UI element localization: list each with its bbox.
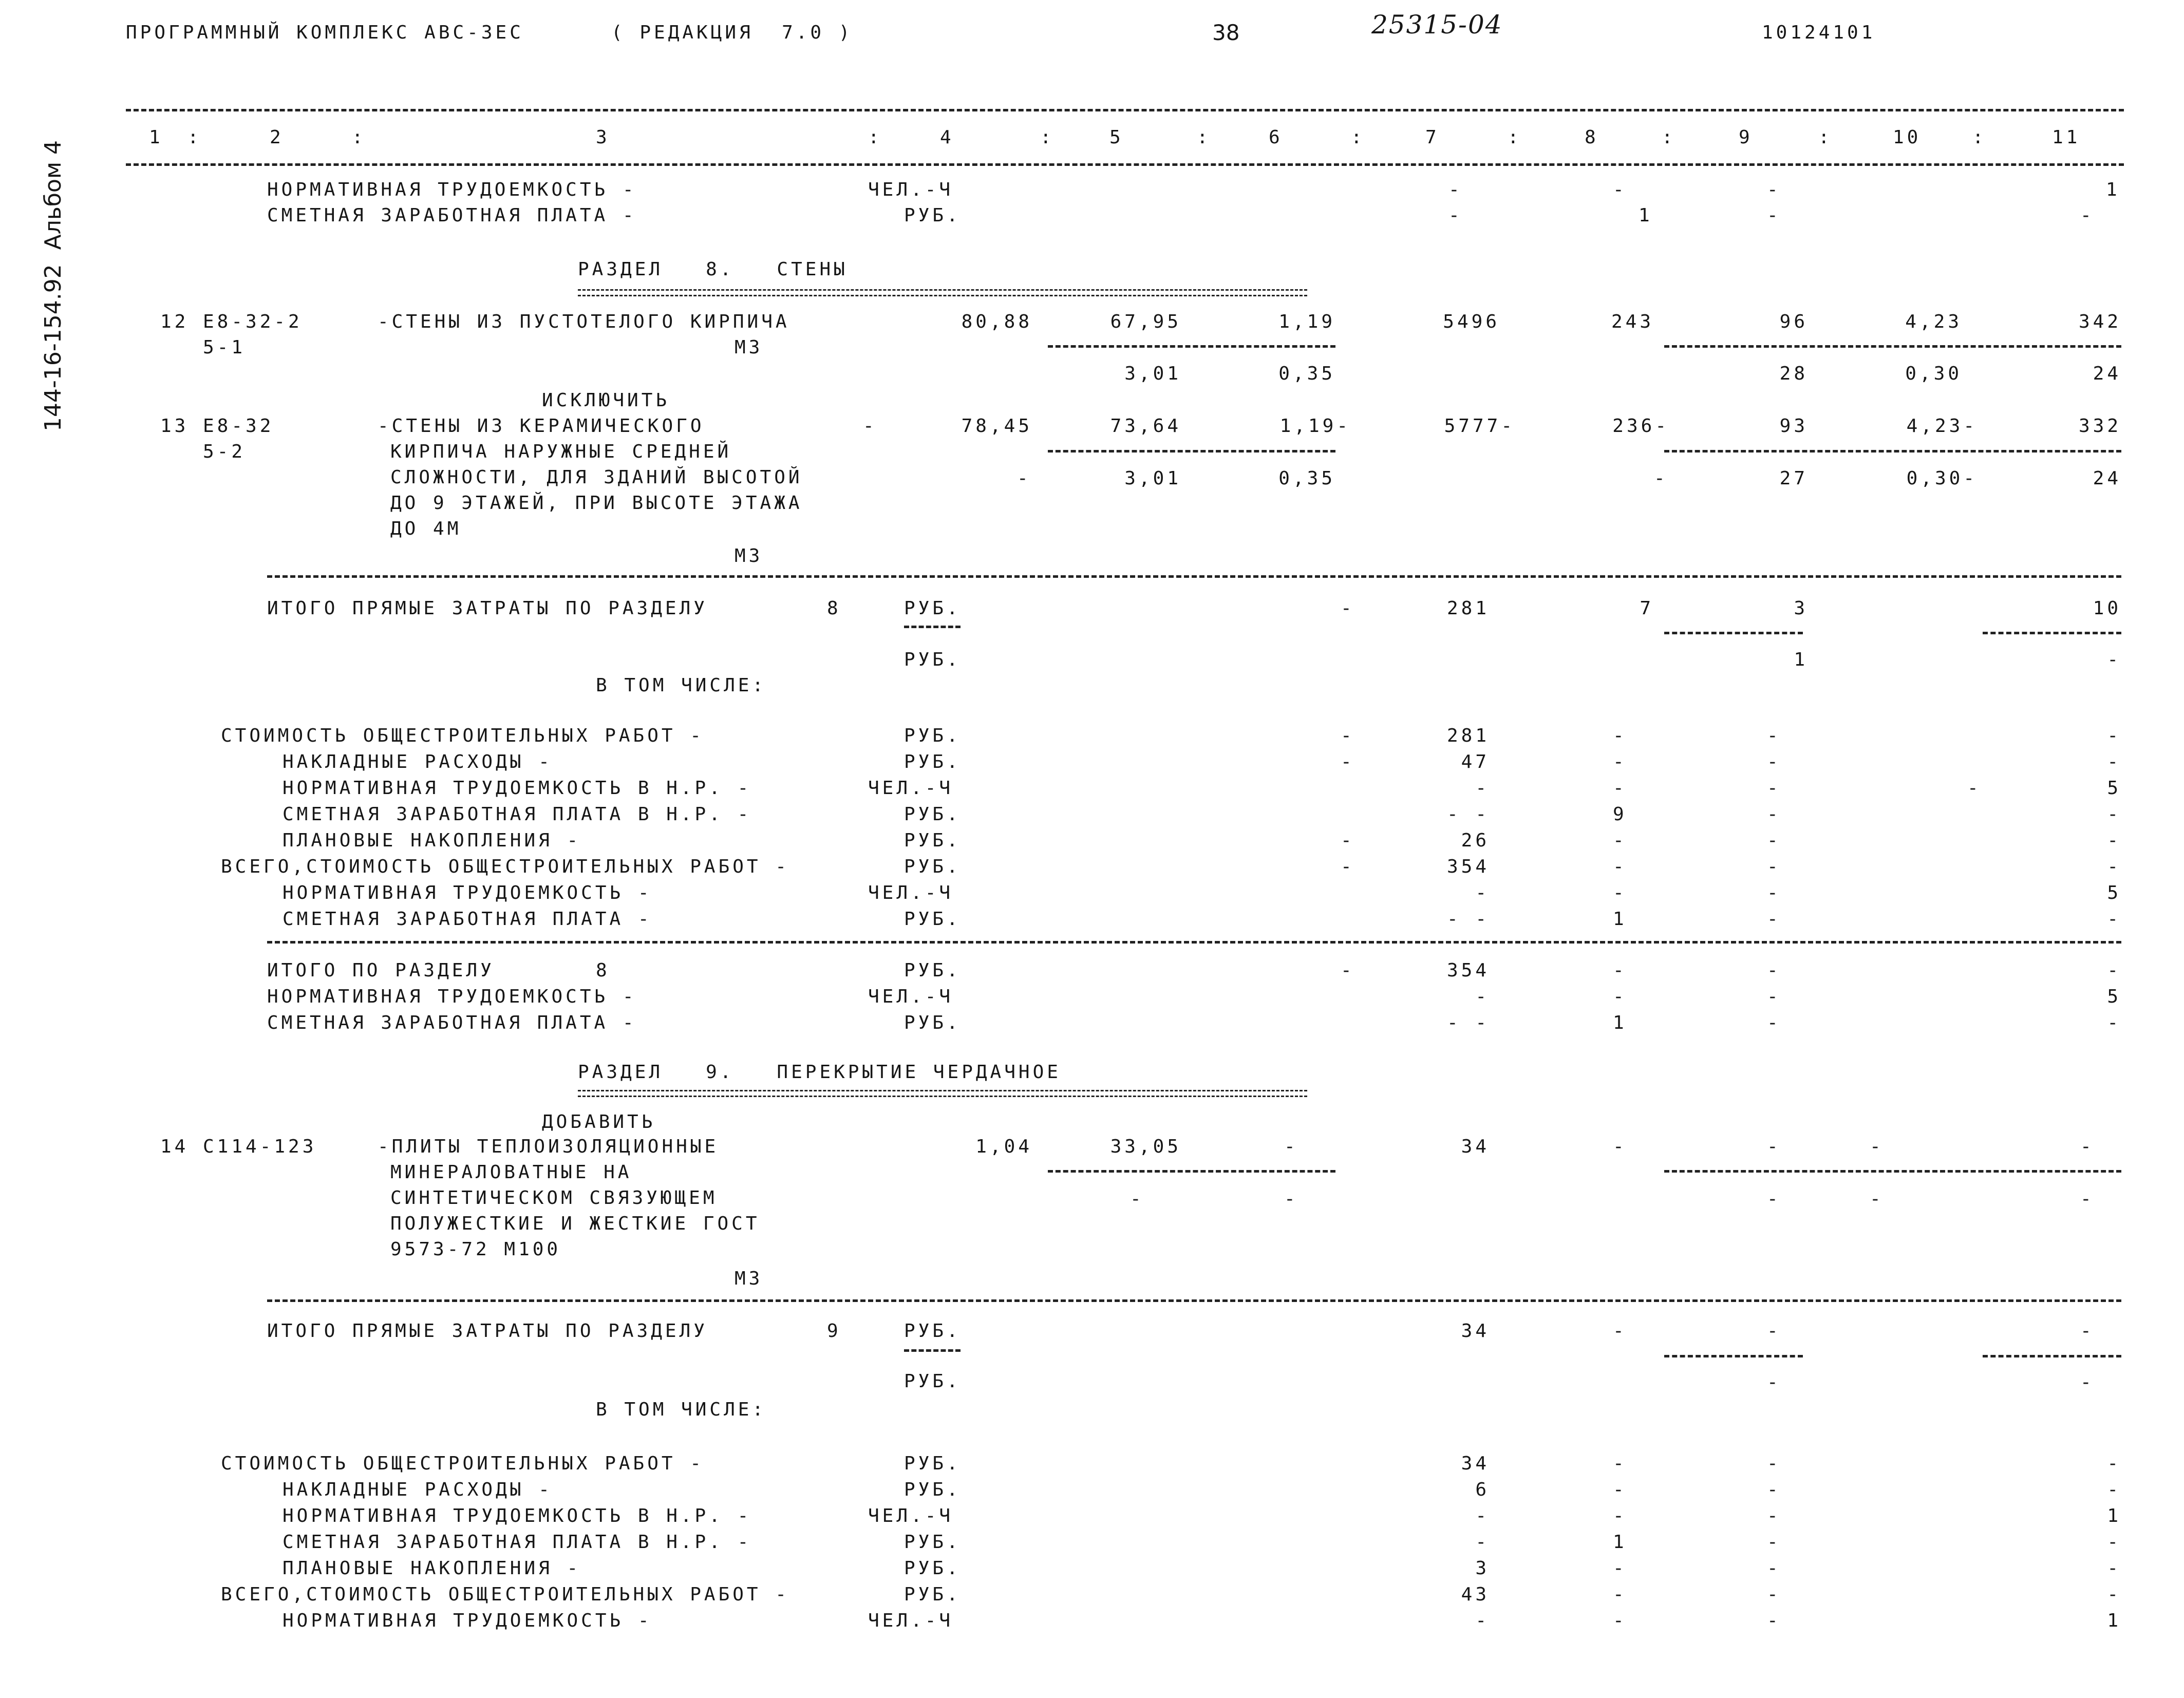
row-14-c11: -: [2080, 1136, 2095, 1157]
s9-direct-c8: -: [1613, 1320, 1627, 1342]
column-header-10: 10: [1893, 127, 1922, 148]
row-12-c7: 5496: [1443, 311, 1500, 332]
side-note: 144-16-154.92 Альбом 4: [40, 140, 66, 431]
s8-direct-rule-c9: [1664, 632, 1803, 634]
row-12-c11: 342: [2078, 311, 2121, 332]
row-12-c9b: 28: [1779, 363, 1808, 384]
s8-direct-c11b: -: [2107, 649, 2121, 670]
s9-including: В ТОМ ЧИСЛЕ:: [596, 1399, 767, 1420]
s8-direct-unit2: РУБ.: [904, 649, 961, 670]
s8-summary-rule: [267, 941, 2121, 944]
s9-summary-c9: -: [1767, 1505, 1781, 1526]
s8-summary-unit: РУБ.: [904, 751, 961, 772]
s8-summary-label: НАКЛАДНЫЕ РАСХОДЫ -: [283, 751, 553, 772]
s8-summary-c8: 9: [1613, 804, 1627, 825]
s8-summary-c6: -: [1341, 856, 1355, 877]
s9-direct-c11: -: [2080, 1320, 2095, 1342]
row-12-c11b: 24: [2093, 363, 2121, 384]
s9-summary-c9: -: [1767, 1584, 1781, 1605]
row-13-rule-a: [1048, 450, 1335, 452]
s8-total-c8: 1: [1613, 1012, 1627, 1033]
s9-direct-label: ИТОГО ПРЯМЫЕ ЗАТРАТЫ ПО РАЗДЕЛУ: [267, 1320, 708, 1342]
s8-summary-c8: 1: [1613, 909, 1627, 930]
s9-direct-c11b: -: [2080, 1372, 2095, 1393]
row-13-c9b: 27: [1779, 468, 1808, 489]
s8-including: В ТОМ ЧИСЛЕ:: [596, 675, 767, 696]
s8-summary-c9: -: [1767, 830, 1781, 851]
s8-summary-c11: -: [2107, 804, 2121, 825]
row-14-c9b: -: [1767, 1188, 1781, 1210]
row-13-c5: 73,64: [1110, 416, 1181, 437]
section-9-rule-direct: [267, 1299, 2121, 1302]
s9-direct-unit-rule: [904, 1349, 961, 1352]
column-header-8: 8: [1585, 127, 1599, 148]
s8-direct-c9: 3: [1794, 598, 1808, 619]
s8-summary-c8: -: [1613, 830, 1627, 851]
s8-total-label: НОРМАТИВНАЯ ТРУДОЕМКОСТЬ -: [267, 986, 637, 1007]
section-9-underline: [578, 1090, 1307, 1097]
column-header-11: 11: [2052, 127, 2081, 148]
s8-summary-unit: РУБ.: [904, 830, 961, 851]
row-14-number: 14: [160, 1136, 189, 1157]
row-13-c10: 4,23-: [1906, 416, 1978, 437]
row-14-c10b: -: [1870, 1188, 1884, 1210]
section-8-rule-direct: [267, 575, 2121, 578]
s8-direct-c7: 281: [1446, 598, 1490, 619]
s8-total-num: 8: [596, 960, 610, 981]
s8-direct-label: ИТОГО ПРЯМЫЕ ЗАТРАТЫ ПО РАЗДЕЛУ: [267, 598, 708, 619]
s8-summary-unit: ЧЕЛ.-Ч: [868, 778, 954, 799]
s8-direct-num: 8: [827, 598, 841, 619]
s8-summary-c11: -: [2107, 725, 2121, 746]
s9-summary-label: НОРМАТИВНАЯ ТРУДОЕМКОСТЬ В Н.Р. -: [283, 1505, 752, 1526]
row-14-c10: -: [1870, 1136, 1884, 1157]
s8-direct-c8: 7: [1640, 598, 1654, 619]
row-12-code2: 5-1: [203, 337, 246, 358]
s8-summary-c11: 5: [2107, 882, 2121, 903]
s9-summary-c7: 34: [1461, 1453, 1490, 1474]
row-13-name-2: КИРПИЧА НАРУЖНЫЕ СРЕДНЕЙ: [390, 441, 732, 462]
s8-summary-c10: -: [1967, 778, 1982, 799]
s8-summary-label: НОРМАТИВНАЯ ТРУДОЕМКОСТЬ В Н.Р. -: [283, 778, 752, 799]
row-12-c6b: 0,35: [1278, 363, 1335, 384]
s8-summary-c7: - -: [1446, 909, 1490, 930]
s8-summary-unit: РУБ.: [904, 804, 961, 825]
row-13-code: Е8-32: [203, 416, 274, 437]
s8-summary-c6: -: [1341, 830, 1355, 851]
s9-summary-c7: -: [1475, 1532, 1490, 1553]
s8-summary-c11: -: [2107, 830, 2121, 851]
s8-summary-c9: -: [1767, 804, 1781, 825]
s8-summary-c8: -: [1613, 882, 1627, 903]
s8-summary-c9: -: [1767, 882, 1781, 903]
top-wage-c7: -: [1448, 205, 1463, 226]
s8-total-unit: РУБ.: [904, 1012, 961, 1033]
column-separator: :: [1197, 127, 1211, 148]
column-separator: :: [1818, 127, 1833, 148]
column-header-5: 5: [1109, 127, 1124, 148]
s8-summary-c9: -: [1767, 909, 1781, 930]
top-wage-c8: 1: [1639, 205, 1653, 226]
row-14-c7: 34: [1461, 1136, 1490, 1157]
s9-direct-c7: 34: [1461, 1320, 1490, 1342]
s9-summary-unit: ЧЕЛ.-Ч: [868, 1505, 954, 1526]
row-13-c9: 93: [1779, 416, 1808, 437]
s9-summary-c8: -: [1613, 1558, 1627, 1579]
s9-summary-c7: 6: [1475, 1479, 1490, 1500]
column-header-6: 6: [1269, 127, 1283, 148]
s9-summary-c8: -: [1613, 1584, 1627, 1605]
exclude-label: ИСКЛЮЧИТЬ: [542, 390, 670, 411]
s8-summary-c8: -: [1613, 751, 1627, 772]
s8-summary-c6: -: [1341, 751, 1355, 772]
s8-total-c11: -: [2107, 960, 2121, 981]
handwritten-stamp: 25315-04: [1371, 10, 1503, 40]
row-13-c4b: -: [1017, 468, 1031, 489]
s9-summary-label: ПЛАНОВЫЕ НАКОПЛЕНИЯ -: [283, 1558, 581, 1579]
section-9-title: РАЗДЕЛ 9. ПЕРЕКРЫТИЕ ЧЕРДАЧНОЕ: [578, 1062, 1061, 1083]
row-12-c10: 4,23: [1905, 311, 1962, 332]
s9-summary-unit: РУБ.: [904, 1532, 961, 1553]
s8-total-c8: -: [1613, 986, 1627, 1007]
s8-total-c11: -: [2107, 1012, 2121, 1033]
s9-summary-label: НАКЛАДНЫЕ РАСХОДЫ -: [283, 1479, 553, 1500]
row-13-name-5: ДО 4М: [390, 518, 462, 539]
s8-total-unit: РУБ.: [904, 960, 961, 981]
row-13-c6: 1,19-: [1279, 416, 1351, 437]
section-8-underline: [578, 289, 1307, 296]
s8-total-c9: -: [1767, 1012, 1781, 1033]
row-14-rule-a: [1048, 1170, 1335, 1173]
s8-total-c7: -: [1475, 986, 1490, 1007]
column-header-7: 7: [1425, 127, 1440, 148]
s8-summary-c11: -: [2107, 856, 2121, 877]
row-12-c10b: 0,30: [1905, 363, 1962, 384]
header-rule-top: [126, 109, 2124, 111]
s8-direct-c11: 10: [2093, 598, 2121, 619]
s9-summary-c9: -: [1767, 1479, 1781, 1500]
s8-summary-c8: -: [1613, 778, 1627, 799]
row-12-name: -СТЕНЫ ИЗ ПУСТОТЕЛОГО КИРПИЧА: [378, 311, 790, 332]
top-wage-unit: РУБ.: [904, 205, 961, 226]
row-13-c10b: 0,30-: [1906, 468, 1978, 489]
row-14-rule-b: [1664, 1170, 2121, 1173]
column-header-3: 3: [596, 127, 610, 148]
row-13-mark: -: [863, 416, 877, 437]
row-13-c11: 332: [2078, 416, 2121, 437]
row-13-name-1: -СТЕНЫ ИЗ КЕРАМИЧЕСКОГО: [378, 416, 705, 437]
s8-summary-c11: -: [2107, 751, 2121, 772]
s8-total-c11: 5: [2107, 986, 2121, 1007]
s9-summary-c7: 3: [1475, 1558, 1490, 1579]
s8-direct-c9b: 1: [1794, 649, 1808, 670]
top-wage-c11: -: [2080, 205, 2095, 226]
s9-summary-label: ВСЕГО,СТОИМОСТЬ ОБЩЕСТРОИТЕЛЬНЫХ РАБОТ -: [221, 1584, 789, 1605]
row-12-rule-a: [1048, 345, 1335, 348]
s9-summary-label: СМЕТНАЯ ЗАРАБОТНАЯ ПЛАТА В Н.Р. -: [283, 1532, 752, 1553]
page-number: 38: [1212, 20, 1240, 45]
s9-summary-c8: -: [1613, 1453, 1627, 1474]
s9-summary-c11: -: [2107, 1532, 2121, 1553]
s8-total-label: ИТОГО ПО РАЗДЕЛУ: [267, 960, 495, 981]
column-separator: :: [868, 127, 882, 148]
s9-summary-c7: -: [1475, 1505, 1490, 1526]
s8-summary-c11: 5: [2107, 778, 2121, 799]
row-12-unit: М3: [735, 337, 763, 358]
row-13-c8: 236-: [1612, 416, 1669, 437]
s8-total-c7: - -: [1446, 1012, 1490, 1033]
s9-summary-c9: -: [1767, 1558, 1781, 1579]
s9-summary-c7: 43: [1461, 1584, 1490, 1605]
s9-summary-c11: -: [2107, 1479, 2121, 1500]
row-12-c8: 243: [1611, 311, 1654, 332]
column-separator: :: [1508, 127, 1522, 148]
s9-direct-unit: РУБ.: [904, 1320, 961, 1342]
s8-direct-unit: РУБ.: [904, 598, 961, 619]
s8-summary-label: СМЕТНАЯ ЗАРАБОТНАЯ ПЛАТА В Н.Р. -: [283, 804, 752, 825]
row-12-rule-b: [1664, 345, 2121, 348]
row-14-c5b: -: [1130, 1188, 1144, 1210]
s9-direct-unit2: РУБ.: [904, 1371, 961, 1392]
row-12-c4: 80,88: [961, 311, 1032, 332]
row-13-c5b: 3,01: [1124, 468, 1181, 489]
s9-direct-rule-c9: [1664, 1355, 1803, 1357]
s8-summary-unit: РУБ.: [904, 725, 961, 746]
s8-direct-unit-rule: [904, 626, 961, 628]
s8-summary-label: СТОИМОСТЬ ОБЩЕСТРОИТЕЛЬНЫХ РАБОТ -: [221, 725, 704, 746]
row-12-c6: 1,19: [1278, 311, 1335, 332]
row-14-c5: 33,05: [1110, 1136, 1181, 1157]
row-13-number: 13: [160, 416, 189, 437]
s8-summary-c11: -: [2107, 909, 2121, 930]
s8-total-unit: ЧЕЛ.-Ч: [868, 986, 954, 1007]
s9-direct-num: 9: [827, 1320, 841, 1342]
column-header-2: 2: [270, 127, 284, 148]
column-header-1: 1: [149, 127, 163, 148]
s8-summary-label: ВСЕГО,СТОИМОСТЬ ОБЩЕСТРОИТЕЛЬНЫХ РАБОТ -: [221, 856, 789, 877]
row-13-rule-b: [1664, 450, 2121, 452]
s8-total-label: СМЕТНАЯ ЗАРАБОТНАЯ ПЛАТА -: [267, 1012, 637, 1033]
row-12-code: Е8-32-2: [203, 311, 303, 332]
row-12-c9: 96: [1779, 311, 1808, 332]
s9-summary-unit: РУБ.: [904, 1584, 961, 1605]
row-13-c7: 5777-: [1444, 416, 1515, 437]
s8-summary-label: СМЕТНАЯ ЗАРАБОТНАЯ ПЛАТА -: [283, 909, 652, 930]
s9-summary-c9: -: [1767, 1453, 1781, 1474]
s8-summary-c7: 354: [1446, 856, 1490, 877]
row-13-name-3: СЛОЖНОСТИ, ДЛЯ ЗДАНИЙ ВЫСОТОЙ: [390, 467, 803, 488]
s8-summary-c8: -: [1613, 725, 1627, 746]
row-13-name-4: ДО 9 ЭТАЖЕЙ, ПРИ ВЫСОТЕ ЭТАЖА: [390, 493, 803, 514]
column-separator: :: [1351, 127, 1365, 148]
top-labor-c8: -: [1613, 179, 1627, 200]
top-labor-c9: -: [1767, 179, 1781, 200]
row-12-c5: 67,95: [1110, 311, 1181, 332]
row-13-code2: 5-2: [203, 441, 246, 462]
s8-direct-c6: -: [1341, 598, 1355, 619]
s9-summary-c11: -: [2107, 1558, 2121, 1579]
s9-summary-c9: -: [1767, 1610, 1781, 1631]
s9-summary-c8: -: [1613, 1505, 1627, 1526]
row-14-c6b: -: [1284, 1188, 1298, 1210]
top-wage-c9: -: [1767, 205, 1781, 226]
row-14-name-2: МИНЕРАЛОВАТНЫЕ НА: [390, 1162, 632, 1183]
column-header-9: 9: [1739, 127, 1753, 148]
document-code: 10124101: [1762, 22, 1876, 43]
s9-summary-c11: 1: [2107, 1505, 2121, 1526]
s9-summary-unit: ЧЕЛ.-Ч: [868, 1610, 954, 1631]
s8-direct-rule-c11: [1983, 632, 2121, 634]
s9-summary-c11: -: [2107, 1584, 2121, 1605]
s9-summary-c11: 1: [2107, 1610, 2121, 1631]
s8-summary-unit: РУБ.: [904, 909, 961, 930]
s8-summary-c7: 281: [1446, 725, 1490, 746]
s8-summary-unit: ЧЕЛ.-Ч: [868, 882, 954, 903]
top-wage-label: СМЕТНАЯ ЗАРАБОТНАЯ ПЛАТА -: [267, 205, 637, 226]
s8-summary-c9: -: [1767, 856, 1781, 877]
row-14-c4: 1,04: [975, 1136, 1032, 1157]
row-12-c5b: 3,01: [1124, 363, 1181, 384]
s8-summary-label: ПЛАНОВЫЕ НАКОПЛЕНИЯ -: [283, 830, 581, 851]
s9-direct-c9: -: [1767, 1320, 1781, 1342]
s8-summary-c7: - -: [1446, 804, 1490, 825]
s9-summary-c8: 1: [1613, 1532, 1627, 1553]
s8-summary-c7: 47: [1461, 751, 1490, 772]
top-labor-c7: -: [1448, 179, 1463, 200]
s9-summary-label: СТОИМОСТЬ ОБЩЕСТРОИТЕЛЬНЫХ РАБОТ -: [221, 1453, 704, 1474]
s8-summary-c8: -: [1613, 856, 1627, 877]
edition-label: ( РЕДАКЦИЯ 7.0 ): [611, 22, 853, 43]
row-13-c11b: 24: [2093, 468, 2121, 489]
s9-summary-c7: -: [1475, 1610, 1490, 1631]
row-14-c9: -: [1767, 1136, 1781, 1157]
row-14-c6: -: [1284, 1136, 1298, 1157]
section-8-title: РАЗДЕЛ 8. СТЕНЫ: [578, 259, 848, 280]
column-separator: :: [187, 127, 202, 148]
row-12-number: 12: [160, 311, 189, 332]
s8-total-c7: 354: [1446, 960, 1490, 981]
s9-direct-c9b: -: [1767, 1372, 1781, 1393]
s8-summary-c7: 26: [1461, 830, 1490, 851]
s9-summary-unit: РУБ.: [904, 1558, 961, 1579]
row-13-c4: 78,45: [961, 416, 1032, 437]
s9-summary-unit: РУБ.: [904, 1453, 961, 1474]
s8-summary-c7: -: [1475, 882, 1490, 903]
s9-summary-c9: -: [1767, 1532, 1781, 1553]
s8-summary-c9: -: [1767, 751, 1781, 772]
s8-total-c8: -: [1613, 960, 1627, 981]
s9-summary-c8: -: [1613, 1479, 1627, 1500]
row-14-name-4: ПОЛУЖЕСТКИЕ И ЖЕСТКИЕ ГОСТ: [390, 1213, 760, 1234]
s8-summary-c9: -: [1767, 725, 1781, 746]
top-labor-unit: ЧЕЛ.-Ч: [868, 179, 954, 200]
s9-summary-c8: -: [1613, 1610, 1627, 1631]
s8-summary-unit: РУБ.: [904, 856, 961, 877]
column-separator: :: [352, 127, 366, 148]
row-13-unit: М3: [735, 545, 763, 567]
program-title: ПРОГРАММНЫЙ КОМПЛЕКС АВС-3ЕС: [126, 22, 524, 43]
top-labor-c11: 1: [2106, 179, 2120, 200]
row-13-c8b: -: [1654, 468, 1668, 489]
s8-summary-c7: -: [1475, 778, 1490, 799]
s9-direct-rule-c11: [1983, 1355, 2121, 1357]
s8-total-c9: -: [1767, 960, 1781, 981]
row-14-code: С114-123: [203, 1136, 317, 1157]
add-label: ДОБАВИТЬ: [542, 1111, 656, 1133]
s9-summary-c11: -: [2107, 1453, 2121, 1474]
column-header-4: 4: [940, 127, 954, 148]
row-14-name-1: -ПЛИТЫ ТЕПЛОИЗОЛЯЦИОННЫЕ: [378, 1136, 719, 1157]
s8-total-c6: -: [1341, 960, 1355, 981]
s9-summary-unit: РУБ.: [904, 1479, 961, 1500]
header-rule-bottom: [126, 163, 2124, 166]
row-14-name-5: 9573-72 М100: [390, 1239, 561, 1260]
row-14-unit: М3: [735, 1268, 763, 1289]
s8-summary-c6: -: [1341, 725, 1355, 746]
row-13-c6b: 0,35: [1278, 468, 1335, 489]
s8-total-c9: -: [1767, 986, 1781, 1007]
s8-summary-label: НОРМАТИВНАЯ ТРУДОЕМКОСТЬ -: [283, 882, 652, 903]
row-14-name-3: СИНТЕТИЧЕСКОМ СВЯЗУЮЩЕМ: [390, 1187, 718, 1209]
column-separator: :: [1040, 127, 1055, 148]
column-separator: :: [1972, 127, 1987, 148]
s9-summary-label: НОРМАТИВНАЯ ТРУДОЕМКОСТЬ -: [283, 1610, 652, 1631]
top-labor-label: НОРМАТИВНАЯ ТРУДОЕМКОСТЬ -: [267, 179, 637, 200]
row-14-c11b: -: [2080, 1188, 2095, 1210]
row-14-c8: -: [1613, 1136, 1627, 1157]
column-separator: :: [1662, 127, 1676, 148]
s8-summary-c9: -: [1767, 778, 1781, 799]
